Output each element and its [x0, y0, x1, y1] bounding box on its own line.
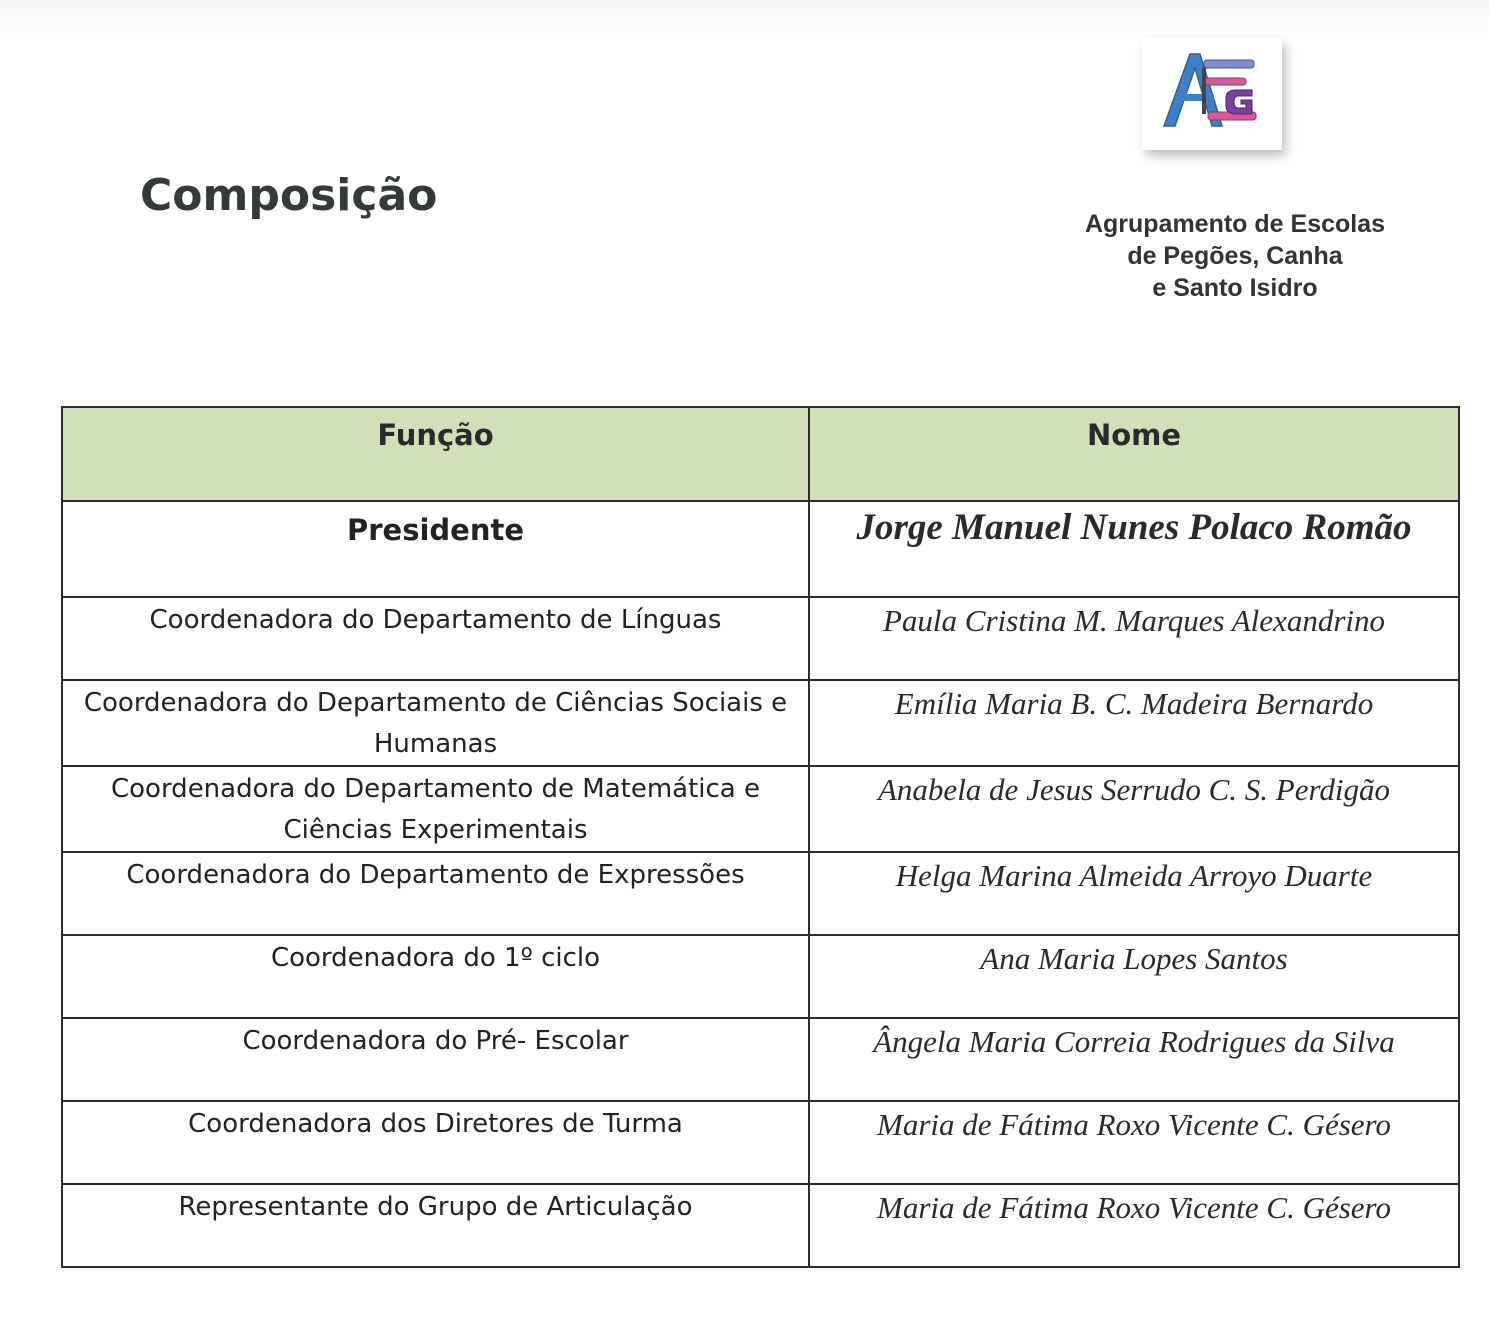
funcao-cell — [62, 766, 809, 852]
funcao-text: Coordenadora do Departamento de Ciências Sociais e Humanas — [83, 688, 788, 759]
nome-text: Anabela de Jesus Serrudo C. S. Perdigão — [878, 772, 1390, 807]
logo-graphic — [1142, 38, 1282, 150]
nome-cell — [809, 501, 1459, 597]
table-row — [62, 501, 1459, 597]
table-row — [62, 680, 1459, 766]
nome-cell — [809, 1184, 1459, 1267]
funcao-cell — [62, 680, 809, 766]
nome-cell — [809, 1101, 1459, 1184]
table-row — [62, 852, 1459, 935]
school-logo — [1142, 38, 1282, 150]
organization-name — [1040, 208, 1430, 304]
funcao-cell — [62, 1018, 809, 1101]
funcao-text: Coordenadora do Pré- Escolar — [242, 1026, 629, 1056]
nome-text: Ana Maria Lopes Santos — [980, 941, 1288, 976]
table-row — [62, 1018, 1459, 1101]
nome-text: Emília Maria B. C. Madeira Bernardo — [894, 686, 1374, 721]
table-row — [62, 766, 1459, 852]
table-row — [62, 1184, 1459, 1267]
table-header-row — [62, 407, 1459, 501]
funcao-text: Presidente — [346, 513, 525, 547]
funcao-cell — [62, 597, 809, 680]
nome-text: Ângela Maria Correia Rodrigues da Silva — [873, 1024, 1395, 1059]
table-row — [62, 935, 1459, 1018]
nome-text: Jorge Manuel Nunes Polaco Romão — [856, 507, 1412, 548]
nome-cell — [809, 597, 1459, 680]
column-header-funcao: Função — [62, 407, 809, 501]
funcao-text: Coordenadora dos Diretores de Turma — [188, 1109, 683, 1139]
nome-cell — [809, 766, 1459, 852]
organization-line-3: e Santo Isidro — [1152, 274, 1318, 302]
page-title: Composição — [140, 170, 438, 221]
funcao-cell — [62, 1101, 809, 1184]
organization-line-1: Agrupamento de Escolas — [1084, 210, 1386, 238]
funcao-text: Coordenadora do Departamento de Expressões — [126, 860, 745, 890]
nome-text: Maria de Fátima Roxo Vicente C. Gésero — [877, 1190, 1391, 1225]
funcao-cell — [62, 501, 809, 597]
funcao-cell — [62, 1184, 809, 1267]
nome-text: Helga Marina Almeida Arroyo Duarte — [895, 858, 1373, 893]
nome-cell — [809, 852, 1459, 935]
nome-text: Maria de Fátima Roxo Vicente C. Gésero — [877, 1107, 1391, 1142]
funcao-text: Representante do Grupo de Articulação — [178, 1192, 693, 1222]
column-header-nome: Nome — [809, 407, 1459, 501]
funcao-text: Coordenadora do Departamento de Matemática e Ciências Experimentais — [110, 774, 760, 845]
table-row — [62, 597, 1459, 680]
nome-cell — [809, 1018, 1459, 1101]
composition-table — [61, 406, 1460, 1268]
table-row — [62, 1101, 1459, 1184]
funcao-cell — [62, 935, 809, 1018]
funcao-text: Coordenadora do Departamento de Línguas — [149, 605, 722, 635]
organization-line-2: de Pegões, Canha — [1127, 242, 1343, 270]
nome-cell — [809, 935, 1459, 1018]
nome-text: Paula Cristina M. Marques Alexandrino — [882, 603, 1385, 638]
funcao-text: Coordenadora do 1º ciclo — [270, 943, 601, 973]
funcao-cell — [62, 852, 809, 935]
nome-cell — [809, 680, 1459, 766]
